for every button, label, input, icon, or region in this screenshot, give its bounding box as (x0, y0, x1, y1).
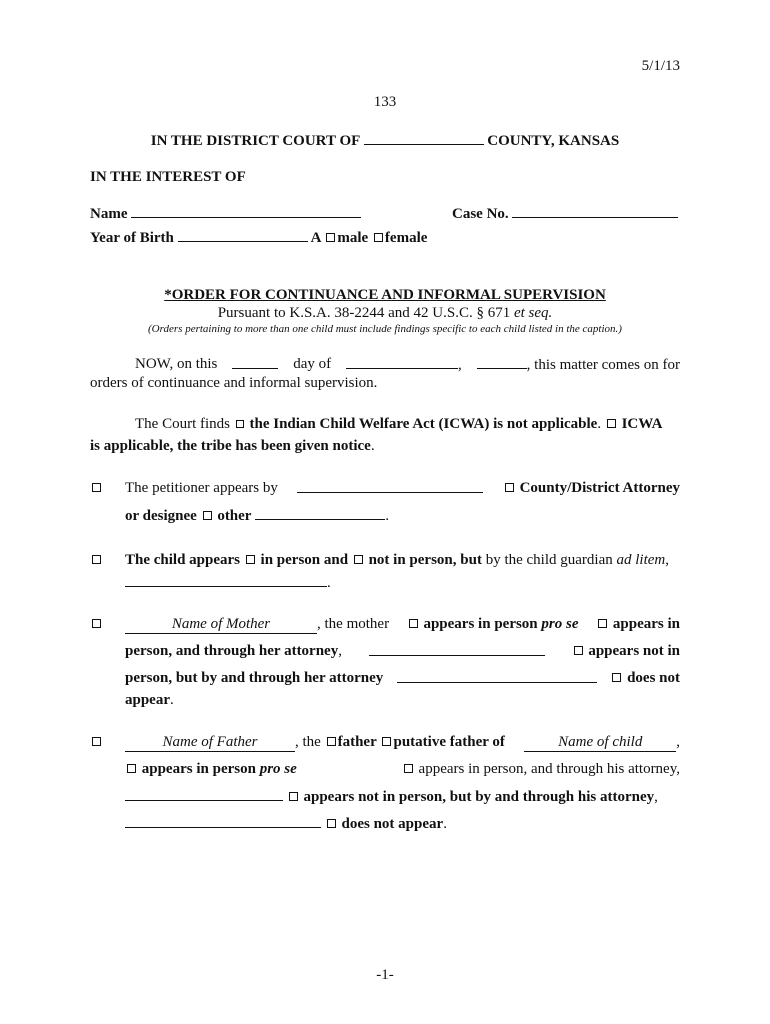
form-number: 133 (373, 94, 397, 110)
month-blank[interactable] (346, 354, 458, 369)
name-line: Name (90, 203, 361, 224)
petitioner-line1: The petitioner appears by County/District Attorney (125, 480, 680, 496)
child-line1: The child appears in person and not in person, but by the child guardian ad litem, (125, 552, 669, 568)
father-checkbox[interactable] (92, 737, 101, 746)
mother-line2: person, and through her attorney, appears not in (125, 643, 680, 659)
guardian-ad-litem-blank[interactable] (125, 572, 327, 587)
female-checkbox[interactable] (374, 233, 383, 242)
day-blank[interactable] (232, 354, 278, 369)
child-checkbox-wrap (90, 550, 103, 570)
statute-line: Pursuant to K.S.A. 38-2244 and 42 U.S.C. § 671 et seq. (217, 305, 553, 321)
mother-line3: person, but by and through her attorney does not (125, 670, 680, 686)
petitioner-checkbox-wrap (90, 478, 103, 498)
father-does-not-appear-checkbox[interactable] (327, 819, 336, 828)
child-line2: . (125, 572, 331, 593)
father-with-attorney-checkbox[interactable] (404, 764, 413, 773)
icwa-not-applicable-checkbox[interactable] (236, 420, 244, 428)
mother-line1: Name of Mother , the mother appears in person pro se appears in (125, 614, 680, 634)
case-number-field[interactable] (512, 203, 678, 218)
mother-pro-se-checkbox[interactable] (409, 619, 418, 628)
mother-attorney-blank[interactable] (369, 641, 545, 656)
year-of-birth-field[interactable] (178, 227, 308, 242)
other-blank[interactable] (255, 505, 385, 520)
mother-checkbox[interactable] (92, 619, 101, 628)
father-line4: does not appear. (125, 813, 447, 834)
child-in-person-checkbox[interactable] (246, 555, 255, 564)
case-line: Case No. (452, 203, 678, 224)
icwa-line1: The Court finds the Indian Child Welfare Act (ICWA) is not applicable. ICWA (135, 416, 663, 432)
father-father-checkbox[interactable] (327, 737, 336, 746)
year-blank[interactable] (477, 354, 527, 369)
petitioner-line2: or designee other . (125, 505, 389, 526)
father-checkbox-wrap (90, 732, 103, 752)
name-field[interactable] (131, 203, 361, 218)
mother-does-not-appear-checkbox[interactable] (612, 673, 621, 682)
putative-father-checkbox[interactable] (382, 737, 391, 746)
child-name-field[interactable]: Name of child (524, 733, 676, 752)
petitioner-checkbox[interactable] (92, 483, 101, 492)
page-number: -1- (376, 967, 394, 983)
father-attorney-blank-2[interactable] (125, 813, 321, 828)
child-not-in-person-checkbox[interactable] (354, 555, 363, 564)
father-not-in-person-checkbox[interactable] (289, 792, 298, 801)
petitioner-blank[interactable] (297, 478, 483, 493)
father-line3: appears not in person, but by and through his attorney, (125, 786, 658, 807)
icwa-applicable-checkbox[interactable] (607, 419, 616, 428)
mother-not-in-person-checkbox[interactable] (574, 646, 583, 655)
county-blank[interactable] (364, 130, 484, 145)
interest-of-heading: IN THE INTEREST OF (90, 169, 246, 185)
other-checkbox[interactable] (203, 511, 212, 520)
mother-name-field[interactable]: Name of Mother (125, 615, 317, 634)
court-heading: IN THE DISTRICT COURT OF COUNTY, KANSAS (0, 130, 770, 151)
mother-attorney-blank-2[interactable] (397, 668, 597, 683)
county-attorney-checkbox[interactable] (505, 483, 514, 492)
father-line1: Name of Father , the father putative father of Name of child , (125, 732, 680, 752)
icwa-line2: is applicable, the tribe has been given notice. (90, 438, 375, 454)
father-attorney-blank[interactable] (125, 786, 283, 801)
year-of-birth-line: Year of Birth A male female (90, 227, 427, 248)
father-line2: appears in person pro se appears in person, and through his attorney, (125, 759, 680, 779)
caption-note: (Orders pertaining to more than one child must include findings specific to each child listed in the caption.) (148, 323, 622, 335)
now-paragraph-line2: orders of continuance and informal supervision. (90, 375, 378, 391)
male-checkbox[interactable] (326, 233, 335, 242)
mother-line4: appear. (125, 692, 174, 708)
child-checkbox[interactable] (92, 555, 101, 564)
father-pro-se-checkbox[interactable] (127, 764, 136, 773)
mother-checkbox-wrap (90, 614, 103, 634)
mother-with-attorney-checkbox[interactable] (598, 619, 607, 628)
now-paragraph-line1: NOW, on this day of , , this matter comes on for (135, 356, 680, 373)
form-date: 5/1/13 (641, 58, 680, 74)
order-title: *ORDER FOR CONTINUANCE AND INFORMAL SUPERVISION (164, 287, 606, 303)
father-name-field[interactable]: Name of Father (125, 733, 295, 752)
